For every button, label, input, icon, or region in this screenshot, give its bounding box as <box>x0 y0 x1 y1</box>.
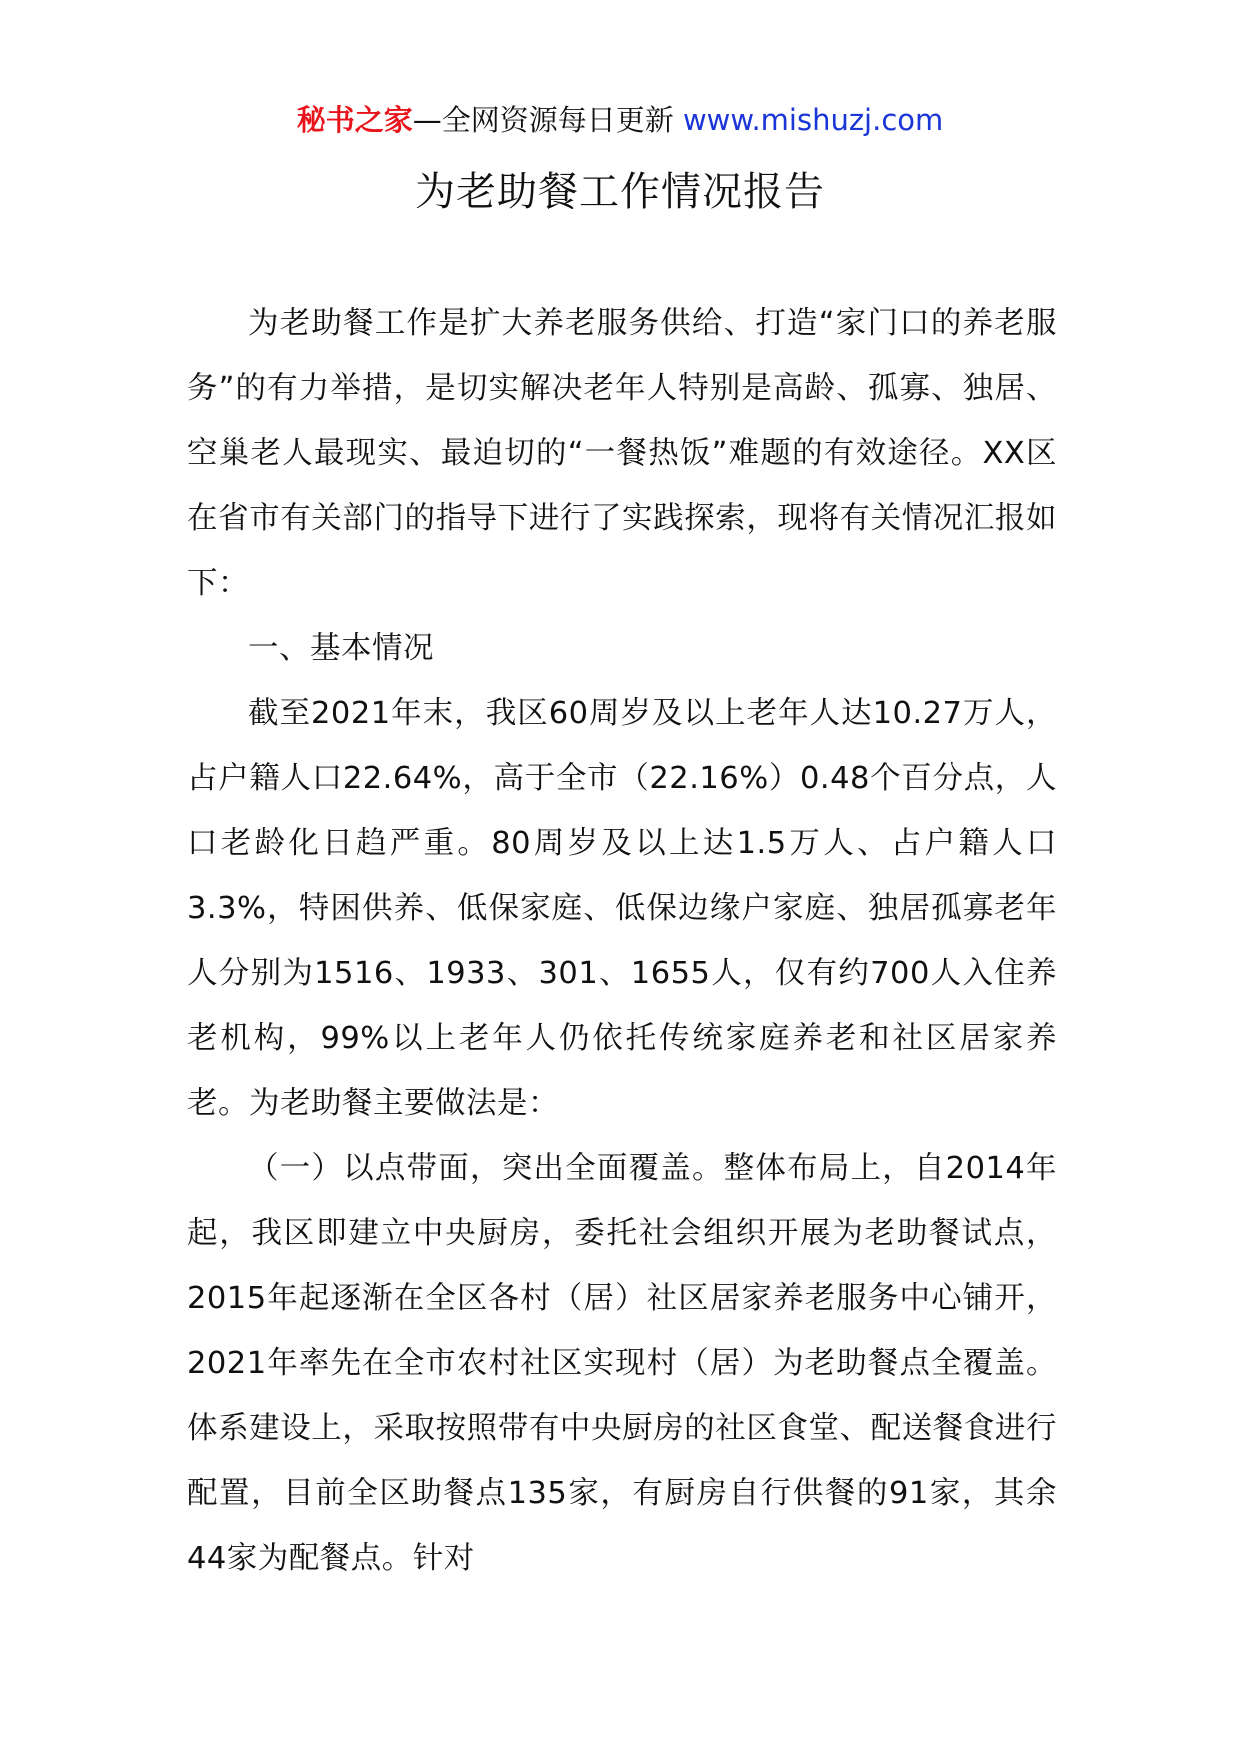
section-heading-basic-situation: 一、基本情况 <box>248 631 434 666</box>
document-body <box>187 291 1057 1591</box>
site-url-link[interactable]: www.mishuzj.com <box>682 103 944 137</box>
site-header-banner <box>0 100 1240 140</box>
intro-paragraph: 为老助餐工作是扩大养老服务供给、打造“家门口的养老服务”的有力举措，是切实解决老年人特别是高龄、孤寡、独居、空巢老人最现实、最迫切的“一餐热饭”难题的有效途径。XX区在省市有关部门的指导下进行了实践探索，现将有关情况汇报如下： <box>187 306 1057 601</box>
brand-name: 秘书之家 <box>296 103 413 137</box>
statistics-paragraph: 截至2021年末，我区60周岁及以上老年人达10.27万人，占户籍人口22.64%，高于全市（22.16%）0.48个百分点，人口老龄化日趋严重。80周岁及以上达1.5万人、占户籍人口3.3%，特困供养、低保家庭、低保边缘户家庭、独居孤寡老年人分别为1516、1933、301、1655人，仅有约700人入住养老机构，99%以上老年人仍依托传统家庭养老和社区居家养老。为老助餐主要做法是： <box>187 696 1057 1121</box>
header-tagline: —全网资源每日更新 <box>412 103 674 137</box>
measure-paragraph-coverage: （一）以点带面，突出全面覆盖。整体布局上，自2014年起，我区即建立中央厨房，委托社会组织开展为老助餐试点，2015年起逐渐在全区各村（居）社区居家养老服务中心铺开，2021年率先在全市农村社区实现村（居）为老助餐点全覆盖。体系建设上，采取按照带有中央厨房的社区食堂、配送餐食进行配置，目前全区助餐点135家，有厨房自行供餐的91家，其余44家为配餐点。针对 <box>187 1151 1057 1576</box>
document-title: 为老助餐工作情况报告 <box>415 169 825 215</box>
